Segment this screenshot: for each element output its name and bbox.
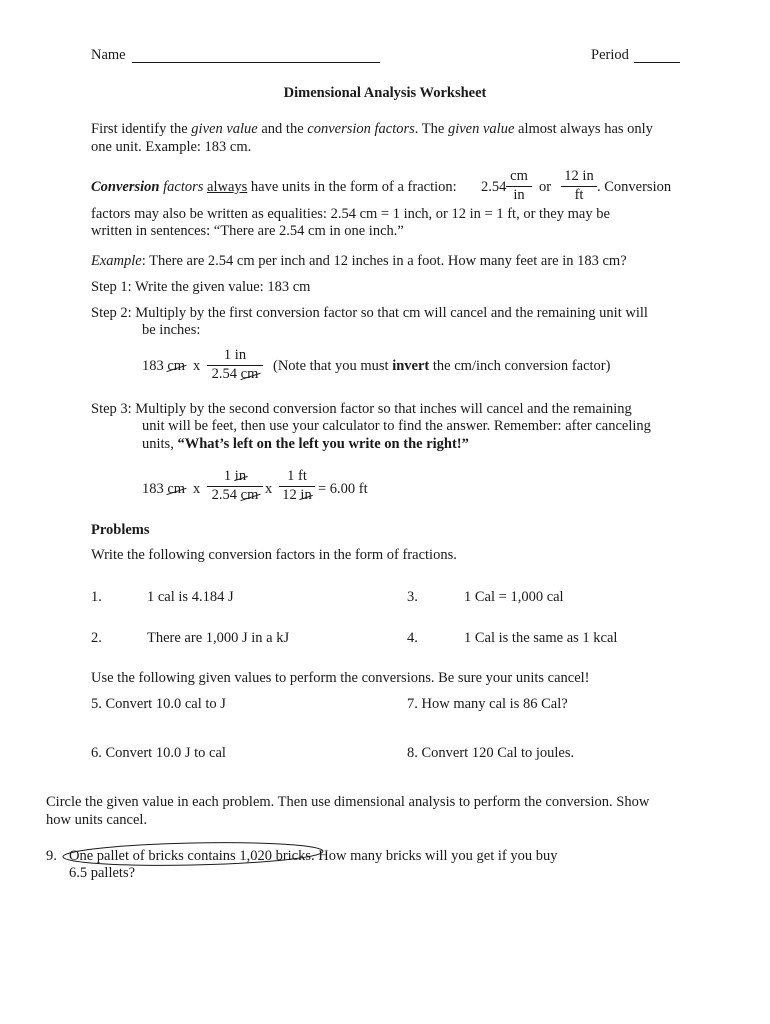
- example-statement: Example: There are 2.54 cm per inch and 12 inches in a foot. How many feet are in 183 cm?: [91, 253, 627, 269]
- problem-9-text: One pallet of bricks contains 1,020 bricks. How many bricks will you get if you buy: [69, 848, 558, 864]
- problem-7: 7. How many cal is 86 Cal?: [407, 696, 568, 712]
- problem-9-number: 9.: [46, 848, 57, 864]
- problem-3-text: 1 Cal = 1,000 cal: [464, 589, 564, 605]
- fraction-cm-per-in: cm in: [506, 169, 532, 204]
- problem-1-number: 1.: [91, 589, 102, 605]
- eq2-fraction1: 1 in 2.54 cm: [207, 469, 263, 504]
- problem-2-text: There are 1,000 J in a kJ: [147, 630, 290, 646]
- eq1-times: x: [193, 358, 201, 374]
- problems-instruction-1: Write the following conversion factors in the form of fractions.: [91, 547, 457, 563]
- conversion-factors-sentence: Conversion factors always have units in the form of a fraction:: [91, 179, 457, 195]
- eq2-times1: x: [193, 481, 201, 497]
- step2-line2: be inches:: [142, 322, 201, 338]
- eq2-given: 183 cm: [142, 481, 186, 497]
- problem-6: 6. Convert 10.0 J to cal: [91, 745, 226, 761]
- equalities-line2: written in sentences: “There are 2.54 cm in one inch.”: [91, 223, 404, 239]
- circled-given-value: One pallet of bricks contains 1,020 bricks.: [69, 848, 315, 864]
- conversion-end-text: . Conversion: [597, 179, 672, 195]
- problem-3-number: 3.: [407, 589, 418, 605]
- intro-paragraph-line2: one unit. Example: 183 cm.: [91, 139, 252, 155]
- step3-line1: Step 3: Multiply by the second conversion factor so that inches will cancel and the remaining: [91, 401, 632, 417]
- problem-4-number: 4.: [407, 630, 418, 646]
- problems-instruction-2: Use the following given values to perform the conversions. Be sure your units cancel!: [91, 670, 590, 686]
- step2-line1: Step 2: Multiply by the first conversion factor so that cm will cancel and the remaining unit will: [91, 305, 648, 321]
- problem-1-text: 1 cal is 4.184 J: [147, 589, 234, 605]
- problem-9-line2: 6.5 pallets?: [69, 865, 136, 881]
- or-text: or: [539, 179, 552, 195]
- name-label: Name: [91, 47, 126, 63]
- eq1-fraction: 1 in 2.54 cm: [207, 348, 263, 383]
- eq1-given: 183 cm: [142, 358, 186, 374]
- step1-text: Step 1: Write the given value: 183 cm: [91, 279, 311, 295]
- eq2-times2: x: [265, 481, 273, 497]
- problem-8: 8. Convert 120 Cal to joules.: [407, 745, 575, 761]
- problem-4-text: 1 Cal is the same as 1 kcal: [464, 630, 618, 646]
- problem-2-number: 2.: [91, 630, 102, 646]
- fraction1-coefficient: 2.54: [481, 179, 507, 195]
- equalities-line1: factors may also be written as equalities: 2.54 cm = 1 inch, or 12 in = 1 ft, or they may be: [91, 206, 610, 222]
- step3-line3: units, “What’s left on the left you write on the right!”: [142, 436, 469, 452]
- page-title: Dimensional Analysis Worksheet: [283, 85, 487, 101]
- step3-line2: unit will be feet, then use your calculator to find the answer. Remember: after canceling: [142, 418, 651, 434]
- intro-paragraph-line1: First identify the given value and the conversion factors. The given value almost always has only: [91, 121, 653, 137]
- eq1-note: (Note that you must invert the cm/inch conversion factor): [273, 358, 611, 374]
- problems-instruction-3-line1: Circle the given value in each problem. Then use dimensional analysis to perform the conversion. Show: [46, 794, 650, 810]
- name-blank[interactable]: [132, 62, 380, 63]
- problems-heading: Problems: [91, 522, 150, 538]
- problems-instruction-3-line2: how units cancel.: [46, 812, 148, 828]
- eq2-result: = 6.00 ft: [318, 481, 368, 497]
- fraction-in-per-ft: 12 in ft: [561, 169, 597, 204]
- problem-5: 5. Convert 10.0 cal to J: [91, 696, 226, 712]
- eq2-fraction2: 1 ft 12 in: [279, 469, 315, 504]
- period-label: Period: [591, 47, 629, 63]
- period-blank[interactable]: [634, 62, 680, 63]
